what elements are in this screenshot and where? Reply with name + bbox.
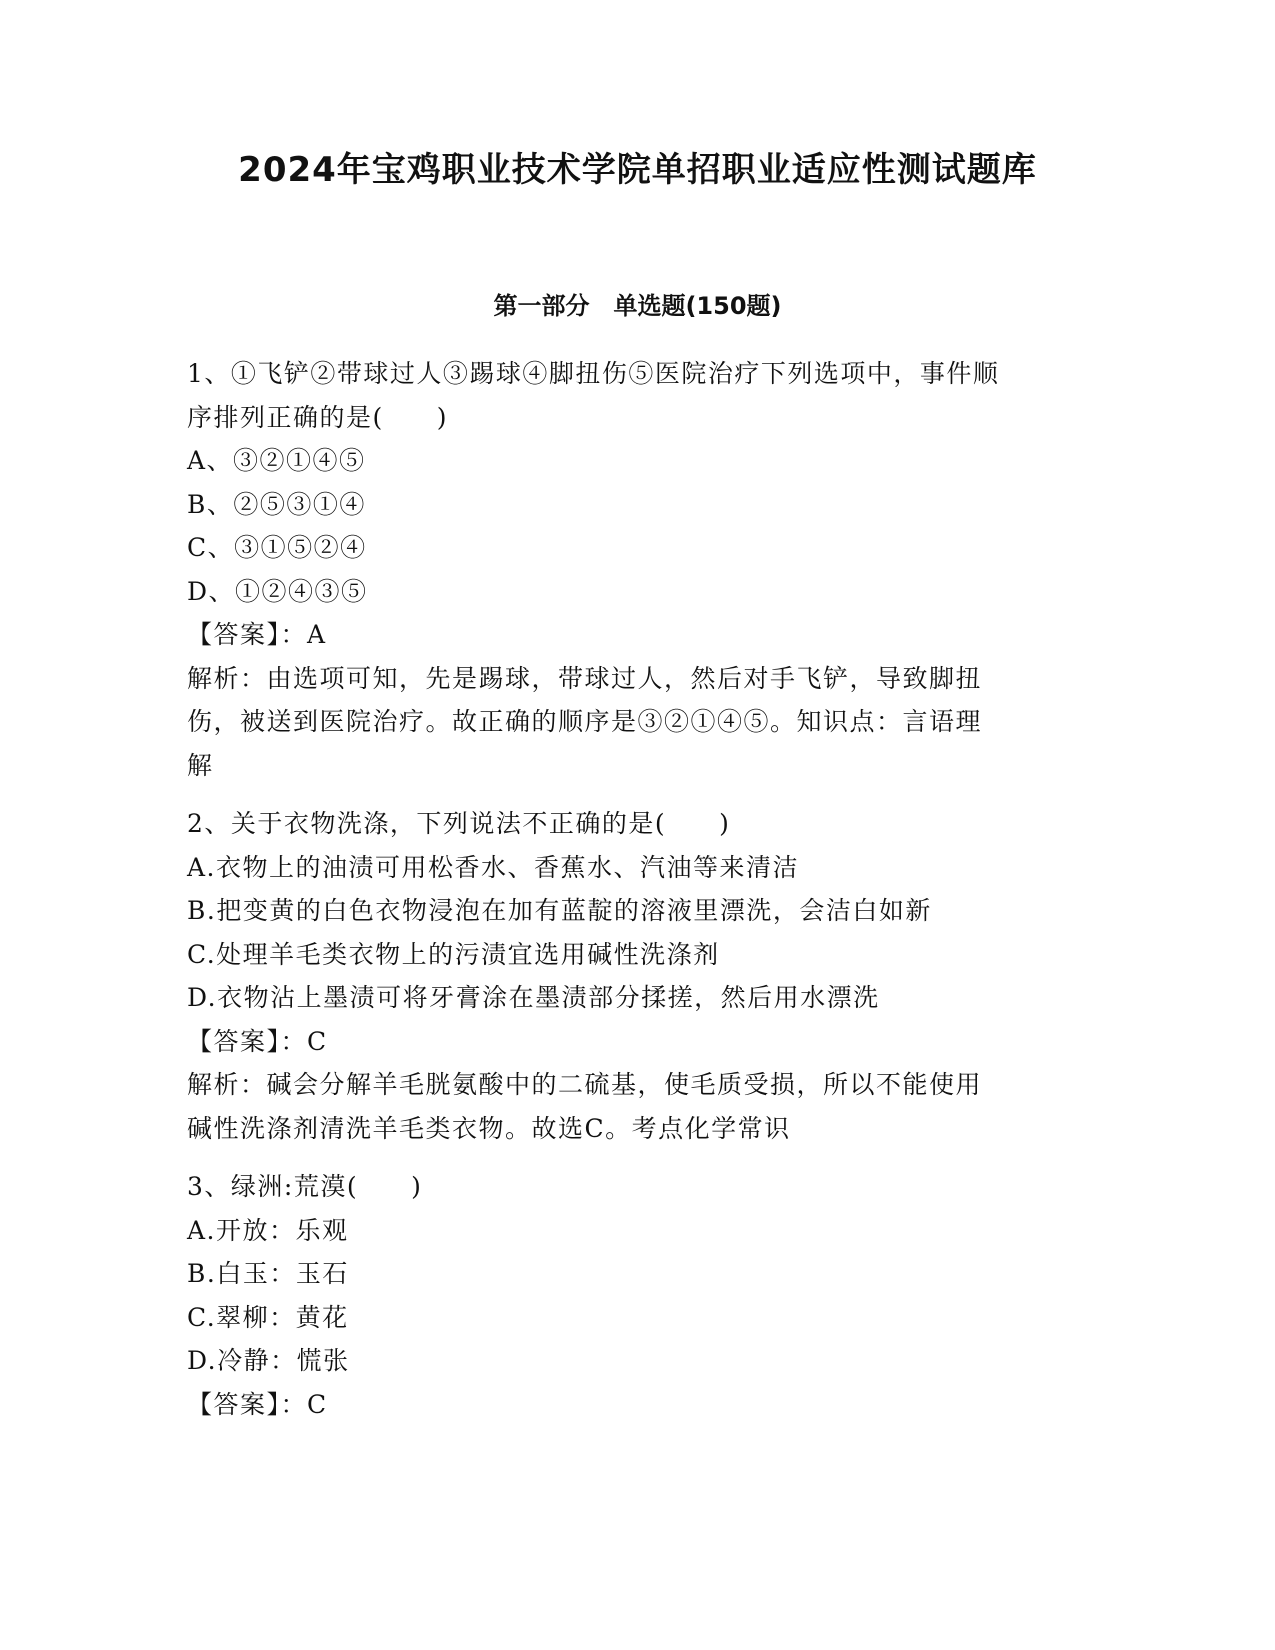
option-a: A、③②①④⑤ xyxy=(187,446,366,475)
option-d: D、①②④③⑤ xyxy=(187,576,368,606)
analysis-line: 解 xyxy=(187,750,214,780)
question-spacer xyxy=(187,1150,1087,1165)
option-b: B、②⑤③①④ xyxy=(187,489,366,519)
option-d: D.衣物沾上墨渍可将牙膏涂在墨渍部分揉搓，然后用水漂洗 xyxy=(187,983,880,1012)
option-c: C.处理羊毛类衣物上的污渍宜选用碱性洗涤剂 xyxy=(187,939,720,969)
question-spacer xyxy=(187,787,1087,802)
option-a: A.开放：乐观 xyxy=(187,1215,349,1245)
analysis-line: 解析：碱会分解羊毛胱氨酸中的二硫基，使毛质受损，所以不能使用 xyxy=(187,1070,983,1099)
document-title: 2024年宝鸡职业技术学院单招职业适应性测试题库 xyxy=(238,150,1037,190)
analysis-line: 碱性洗涤剂清洗羊毛类衣物。故选C。考点化学常识 xyxy=(187,1113,791,1143)
question-stem-line: 2、关于衣物洗涤，下列说法不正确的是( ) xyxy=(187,809,731,838)
option-a: A.衣物上的油渍可用松香水、香蕉水、汽油等来清洁 xyxy=(187,852,800,882)
option-c: C.翠柳：黄花 xyxy=(187,1302,349,1332)
option-b: B.把变黄的白色衣物浸泡在加有蓝靛的溶液里漂洗，会洁白如新 xyxy=(187,896,932,925)
question-stem-line: 1、①飞铲②带球过人③踢球④脚扭伤⑤医院治疗下列选项中，事件顺 xyxy=(187,359,1000,388)
option-b: B.白玉：玉石 xyxy=(187,1259,349,1288)
answer: 【答案】：C xyxy=(187,1026,328,1056)
question-list xyxy=(187,352,1087,1426)
question-3 xyxy=(187,1165,1087,1426)
option-c: C、③①⑤②④ xyxy=(187,533,367,562)
answer: 【答案】：C xyxy=(187,1389,328,1419)
question-stem-line: 3、绿洲:荒漠( ) xyxy=(187,1172,423,1201)
question-2 xyxy=(187,802,1087,1150)
analysis-line: 解析：由选项可知，先是踢球，带球过人，然后对手飞铲，导致脚扭 xyxy=(187,663,983,693)
section-title: 第一部分 单选题(150题) xyxy=(493,292,782,320)
question-1 xyxy=(187,352,1087,787)
question-stem-line: 序排列正确的是( ) xyxy=(187,402,449,432)
analysis-line: 伤，被送到医院治疗。故正确的顺序是③②①④⑤。知识点：言语理 xyxy=(187,707,983,736)
option-d: D.冷静：慌张 xyxy=(187,1346,350,1375)
answer: 【答案】：A xyxy=(187,620,327,649)
